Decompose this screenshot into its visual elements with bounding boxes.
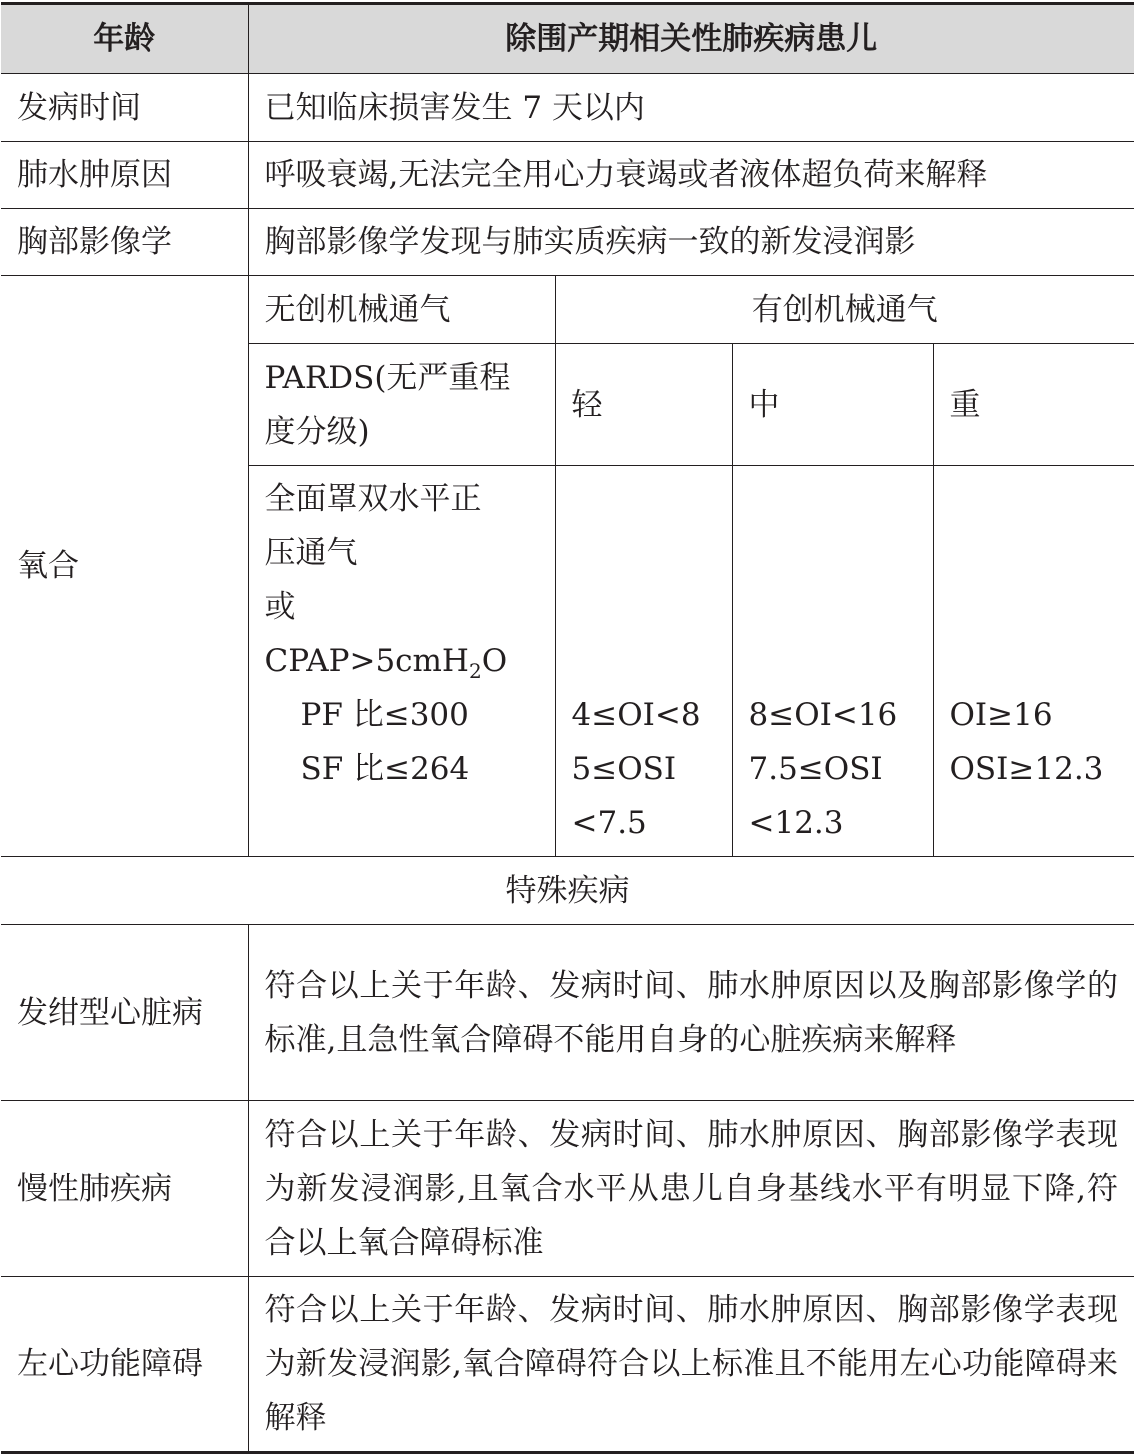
ni-line-1: 全面罩双水平正: [264, 481, 482, 517]
imaging-value: 胸部影像学发现与肺实质疾病一致的新发浸润影: [248, 209, 1134, 276]
row-ventilation-type: [1, 276, 1134, 344]
edema-label: 肺水肿原因: [1, 142, 248, 209]
row-special-title: [1, 857, 1134, 925]
ni-line-2: 压通气: [264, 535, 358, 571]
mod-osi-1: 7.5≤OSI: [748, 751, 883, 787]
severe-criteria: [933, 466, 1134, 857]
onset-label: 发病时间: [1, 74, 248, 142]
sev-oi: OI≥16: [949, 697, 1053, 733]
ni-line-3-pre: 或 CPAP>5cmH: [264, 589, 469, 679]
header-row: [1, 4, 1134, 74]
row-imaging: [1, 209, 1134, 276]
invasive-header: 有创机械通气: [555, 276, 1134, 344]
row-special-cyanotic: [1, 925, 1134, 1101]
special-label-chronic-lung: 慢性肺疾病: [1, 1101, 248, 1277]
special-label-lv-dysfunction: 左心功能障碍: [1, 1277, 248, 1453]
ni-line-3-post: O: [481, 643, 508, 679]
mod-osi-2: <12.3: [748, 805, 844, 841]
edema-value: 呼吸衰竭,无法完全用心力衰竭或者液体超负荷来解释: [248, 142, 1134, 209]
pards-cell: [248, 344, 555, 466]
ni-line-3: [265, 580, 539, 688]
row-special-lv-dysfunction: [1, 1277, 1134, 1453]
mild-osi-2: <7.5: [571, 805, 647, 841]
pards-line-2: 度分级): [264, 413, 370, 450]
row-onset: [1, 74, 1134, 142]
mild-criteria: [555, 466, 732, 857]
special-label-cyanotic: 发绀型心脏病: [1, 925, 248, 1101]
row-special-chronic-lung: [1, 1101, 1134, 1277]
row-edema: [1, 142, 1134, 209]
pards-line-1: PARDS(无严重程: [264, 359, 511, 396]
ni-spacer: [265, 796, 539, 850]
pards-criteria-table: [1, 2, 1134, 1454]
noninvasive-criteria: [248, 466, 555, 857]
special-text-chronic-lung: 符合以上关于年龄、发病时间、肺水肿原因、胸部影像学表现为新发浸润影,且氧合水平从患儿自身基线水平有明显下降,符合以上氧合障碍标准: [248, 1101, 1134, 1277]
ni-pf-ratio: PF 比≤300: [300, 697, 469, 733]
header-population: 除围产期相关性肺疾病患儿: [248, 4, 1134, 74]
mild-osi-1: 5≤OSI: [571, 751, 677, 787]
oxygenation-label: 氧合: [1, 276, 248, 857]
noninvasive-header: 无创机械通气: [248, 276, 555, 344]
mild-oi: 4≤OI<8: [571, 697, 701, 733]
onset-value: 已知临床损害发生 7 天以内: [248, 74, 1134, 142]
severity-mild: 轻: [555, 344, 732, 466]
severity-severe: 重: [933, 344, 1134, 466]
special-title: 特殊疾病: [1, 857, 1134, 925]
imaging-label: 胸部影像学: [1, 209, 248, 276]
header-age: 年龄: [1, 4, 248, 74]
severity-moderate: 中: [732, 344, 933, 466]
sev-osi: OSI≥12.3: [949, 751, 1104, 787]
special-text-lv-dysfunction: 符合以上关于年龄、发病时间、肺水肿原因、胸部影像学表现为新发浸润影,氧合障碍符合以上标准且不能用左心功能障碍来解释: [248, 1277, 1134, 1453]
special-text-cyanotic: 符合以上关于年龄、发病时间、肺水肿原因以及胸部影像学的标准,且急性氧合障碍不能用自身的心脏疾病来解释: [248, 925, 1134, 1101]
sev-spacer: [950, 796, 1119, 850]
ni-sf-ratio: SF 比≤264: [300, 751, 470, 787]
moderate-criteria: [732, 466, 933, 857]
ni-line-3-sub: 2: [468, 659, 482, 684]
mod-oi: 8≤OI<16: [748, 697, 898, 733]
